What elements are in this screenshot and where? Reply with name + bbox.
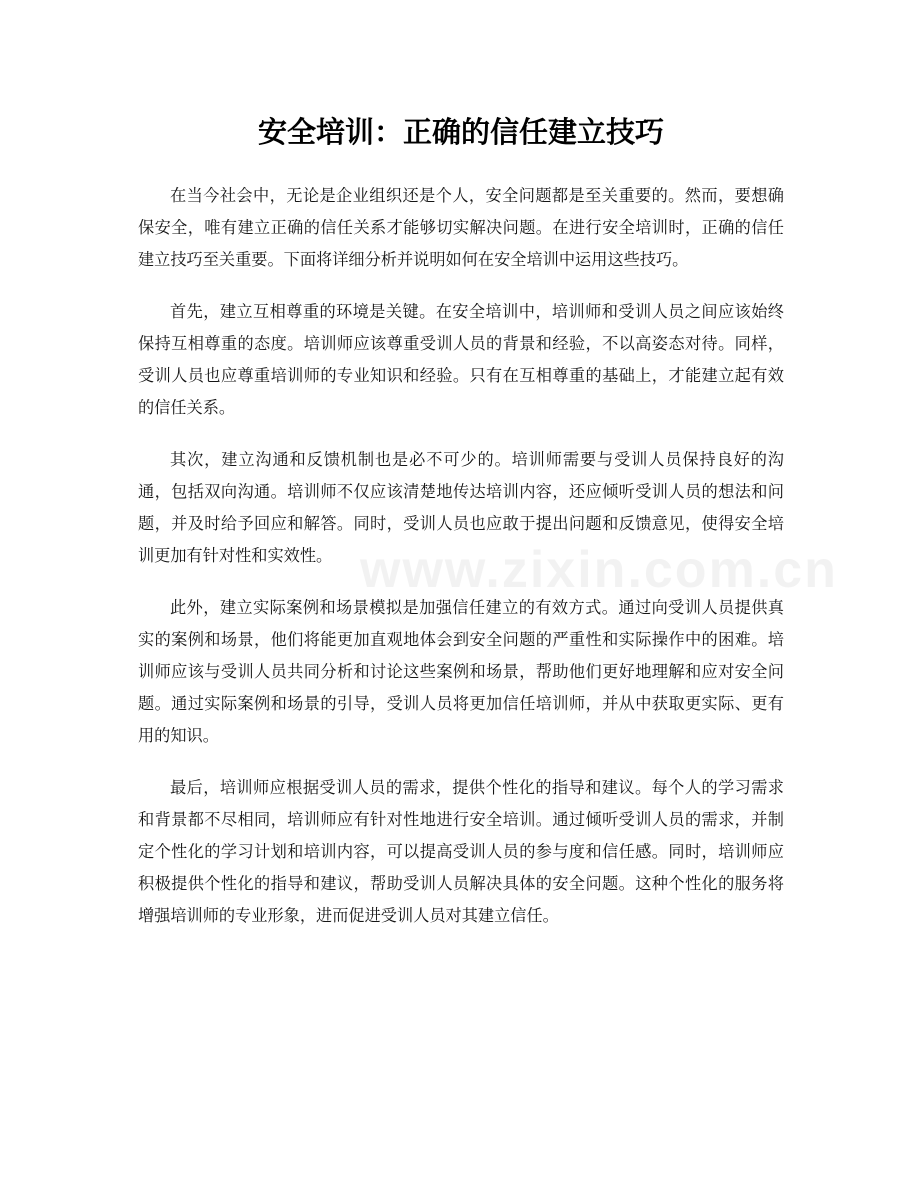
paragraph-personalized: 最后，培训师应根据受训人员的需求，提供个性化的指导和建议。每个人的学习需求和背景都不尽相同，培训师应有针对性地进行安全培训。通过倾听受训人员的需求，并制定个性化的学习计划和培训内容，可以提高受训人员的参与度和信任感。同时，培训师应积极提供个性化的指导和建议，帮助受训人员解决具体的安全问题。这种个性化的服务将增强培训师的专业形象，进而促进受训人员对其建立信任。 xyxy=(138,778,784,925)
paragraph-communication: 其次，建立沟通和反馈机制也是必不可少的。培训师需要与受训人员保持良好的沟通，包括双向沟通。培训师不仅应该清楚地传达培训内容，还应倾听受训人员的想法和问题，并及时给予回应和解答。同时，受训人员也应敢于提出问题和反馈意见，使得安全培训更加有针对性和实效性。 xyxy=(138,450,784,565)
document-title: 安全培训：正确的信任建立技巧 xyxy=(257,115,664,149)
document-body xyxy=(138,180,784,952)
watermark: www.zixin.com.cn xyxy=(360,541,838,599)
paragraph-respect: 首先，建立互相尊重的环境是关键。在安全培训中，培训师和受训人员之间应该始终保持互相尊重的态度。培训师应该尊重受训人员的背景和经验，不以高姿态对待。同样，受训人员也应尊重培训师的专业知识和经验。只有在互相尊重的基础上，才能建立起有效的信任关系。 xyxy=(138,302,784,417)
paragraph-intro: 在当今社会中，无论是企业组织还是个人，安全问题都是至关重要的。然而，要想确保安全，唯有建立正确的信任关系才能够切实解决问题。在进行安全培训时，正确的信任建立技巧至关重要。下面将详细分析并说明如何在安全培训中运用这些技巧。 xyxy=(138,186,784,269)
paragraph-case-studies: 此外，建立实际案例和场景模拟是加强信任建立的有效方式。通过向受训人员提供真实的案例和场景，他们将能更加直观地体会到安全问题的严重性和实际操作中的困难。培训师应该与受训人员共同分析和讨论这些案例和场景，帮助他们更好地理解和应对安全问题。通过实际案例和场景的引导，受训人员将更加信任培训师，并从中获取更实际、更有用的知识。 xyxy=(138,598,784,745)
